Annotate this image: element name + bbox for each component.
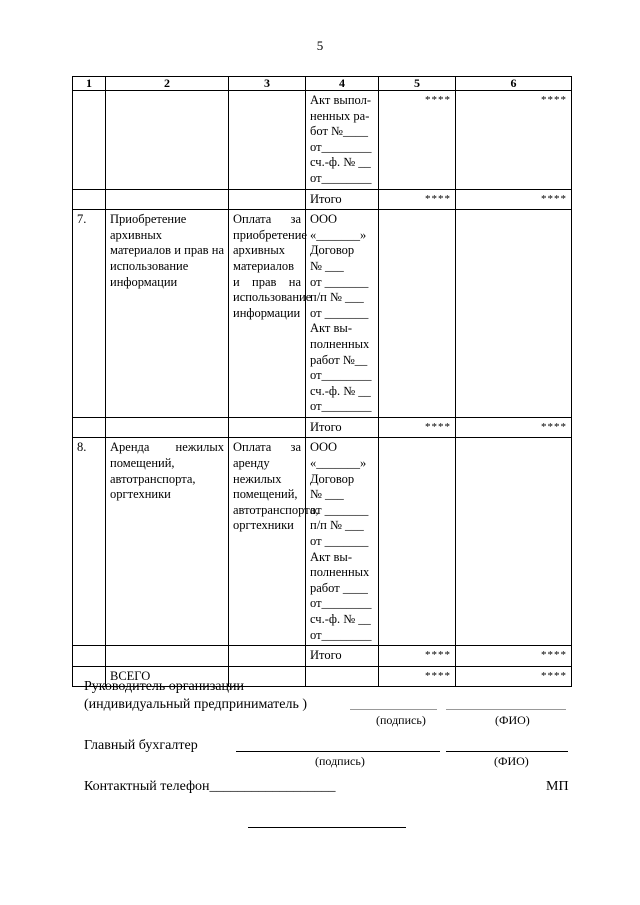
expense-name: Аренда нежилых помещений, автотранспорта, оргтехники <box>106 438 229 646</box>
expense-name: Приобретение архивных материалов и прав на использование информации <box>106 210 229 418</box>
head-title: Руководитель организации <box>84 679 244 694</box>
amount-cell: **** <box>456 189 572 210</box>
amount-cell: **** <box>379 189 456 210</box>
row-number: 7. <box>73 210 106 418</box>
table-row <box>73 438 572 646</box>
signature-caption: (подпись) <box>376 713 426 727</box>
itogo-row <box>73 417 572 438</box>
table-row <box>73 210 572 418</box>
header-cell: 3 <box>229 77 306 91</box>
header-cell: 6 <box>456 77 572 91</box>
fio-line <box>446 709 566 710</box>
amount-cell: **** <box>379 666 456 687</box>
table-row <box>73 91 572 190</box>
bottom-divider <box>248 827 406 828</box>
documents-cell: ООО «_______» Договор № ___ от _______ п/п № ___ от _______ Акт вы- полненных работ №__ от________ сч.-ф. № __ от________ <box>306 210 379 418</box>
fio-caption: (ФИО) <box>494 754 529 768</box>
signature-line <box>350 709 437 710</box>
total-label: ВСЕГО <box>106 666 229 687</box>
amount-cell: **** <box>379 646 456 667</box>
header-cell: 2 <box>106 77 229 91</box>
amount-cell: **** <box>456 646 572 667</box>
row-number: 8. <box>73 438 106 646</box>
expense-description: Оплата за аренду нежилых помещений, автотранспорта, оргтехники <box>229 438 306 646</box>
fio-line <box>446 751 568 752</box>
header-cell: 1 <box>73 77 106 91</box>
itogo-row <box>73 189 572 210</box>
header-cell: 5 <box>379 77 456 91</box>
stamp-place: МП <box>546 779 569 794</box>
expense-description: Оплата за приобретение архивных материалов и прав на использование информации <box>229 210 306 418</box>
amount-cell: **** <box>456 666 572 687</box>
documents-cell: Акт выпол- ненных ра- бот №____ от________ сч.-ф. № __ от________ <box>306 91 379 190</box>
page-number: 5 <box>316 38 324 53</box>
itogo-label: Итого <box>306 646 379 667</box>
signature-caption: (подпись) <box>315 754 365 768</box>
itogo-row <box>73 646 572 667</box>
header-cell: 4 <box>306 77 379 91</box>
fio-caption: (ФИО) <box>495 713 530 727</box>
itogo-label: Итого <box>306 417 379 438</box>
amount-cell: **** <box>379 91 456 190</box>
amount-cell: **** <box>456 91 572 190</box>
head-subtitle: (индивидуальный предприниматель ) <box>84 697 307 712</box>
signature-line <box>236 751 440 752</box>
contact-phone: Контактный телефон__________________ <box>84 779 336 794</box>
accountant-title: Главный бухгалтер <box>84 738 198 753</box>
table-header-row <box>73 77 572 91</box>
itogo-label: Итого <box>306 189 379 210</box>
documents-cell: ООО «_______» Договор № ___ от _______ п/п № ___ от _______ Акт вы- полненных работ ____ от________ сч.-ф. № __ от________ <box>306 438 379 646</box>
amount-cell: **** <box>456 417 572 438</box>
payments-table <box>72 76 572 687</box>
amount-cell: **** <box>379 417 456 438</box>
